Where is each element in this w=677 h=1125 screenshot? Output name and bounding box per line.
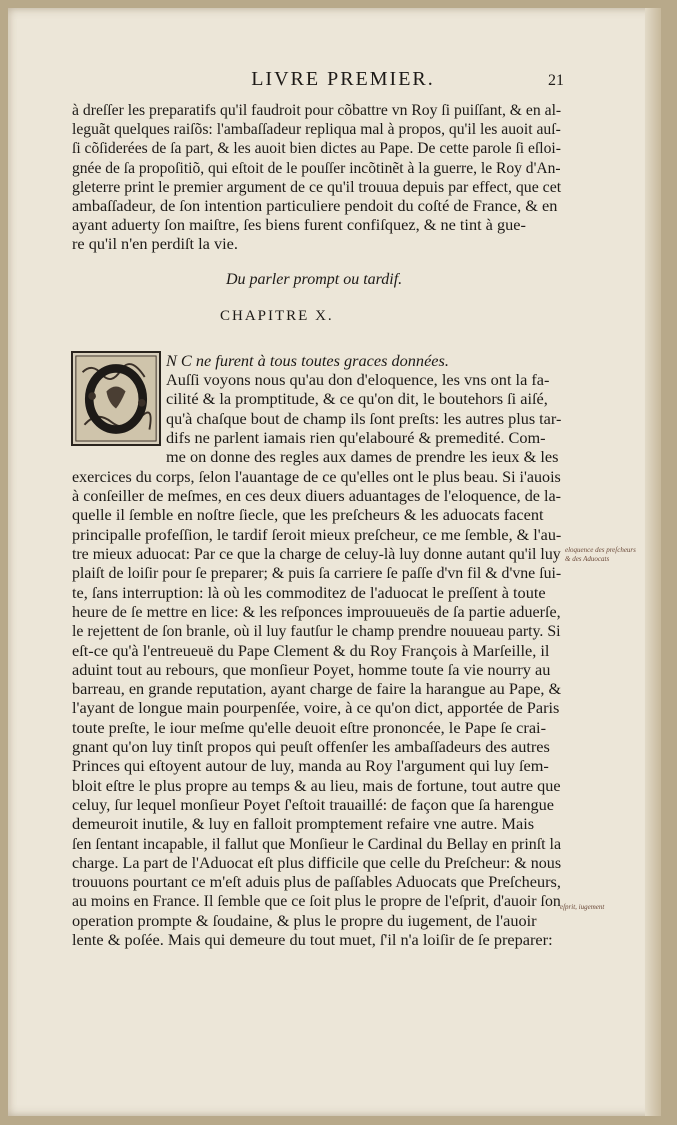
text-line: barreau, en grande reputation, ayant charge de faire la harangue au Pape, & xyxy=(72,679,562,699)
text-line: plaiſt de loiſir pour ſe preparer; & puis ſa carriere ſe paſſe d'vn fil & d'vne ſui- xyxy=(72,563,562,583)
text-line: te, ſans interruption: là où les commoditez de l'aduocat le preſſent à toute xyxy=(72,582,546,602)
text-line: toute preſte, le iour meſme qu'elle deuoit eſtre prononcée, le Pape ſe crai- xyxy=(72,717,546,737)
text-line: principalle profeſſion, le tardif ſeroit mieux preſcheur, ce me ſemble, & l'au- xyxy=(72,524,562,544)
margin-note: & des Aduocats xyxy=(565,555,610,563)
text-line: gnant qu'on luy tinſt propos qui peuſt offenſer les ambaſſadeurs des autres xyxy=(72,737,550,756)
text-line: N C ne furent à tous toutes graces données. xyxy=(166,351,449,370)
text-line: charge. La part de l'Aduocat eſt plus difficile que celle du Preſcheur: & nous xyxy=(72,852,562,872)
chapter-heading: CHAPITRE X. xyxy=(220,308,334,324)
page-edge-shadow xyxy=(645,8,661,1116)
text-line: re qu'il n'en perdiſt la vie. xyxy=(72,234,238,254)
text-line: bloit eſtre le plus propre au temps & au lieu, mais de fortune, tout autre que xyxy=(72,775,561,795)
text-line: demeuroit inutile, & luy en falloit promptement refaire vne autre. Mais xyxy=(72,814,535,834)
text-line: ſi cõſiderées de ſa part, & les auoit bien dictes au Pape. De cette parole ſi eſloi- xyxy=(72,138,561,158)
text-line: l'ayant de longue main pourpenſée, voire, à ce qu'on dict, apportée de Paris xyxy=(72,698,560,718)
text-line: celuy, ſur lequel monſieur Poyet ſ'eſtoit trauaillé: de façon que ſa harengue xyxy=(72,794,554,814)
book-page xyxy=(8,8,661,1116)
text-line: lente & poſée. Mais qui demeure du tout muet, ſ'il n'a loiſir de ſe preparer: xyxy=(72,930,553,949)
section-title: Du parler prompt ou tardif. xyxy=(226,271,403,288)
margin-note: eſprit, iugement xyxy=(560,903,605,911)
ornamental-initial xyxy=(71,351,161,446)
running-title: LIVRE PREMIER. xyxy=(251,68,435,90)
text-line: quelle il ſemble en noſtre ſiecle, que les preſcheurs & les aduocats facent xyxy=(72,505,544,525)
text-line: gnée de ſa propoſitiõ, qui eſtoit de le pouſſer incõtinẽt à la guerre, le Roy d'An- xyxy=(72,157,561,177)
text-line: à conſeiller de meſmes, en ces deux diuers aduantages de l'eloquence, de la- xyxy=(72,486,562,506)
text-line: me on donne des regles aux dames de prendre les ieux & les xyxy=(166,447,559,466)
text-line: aduint tout au rebours, que monſieur Poyet, homme toute ſa vie nourry au xyxy=(72,659,551,679)
text-line: eſt-ce qu'à l'entreueuë du Pape Clement & du Roy François à Marſeille, il xyxy=(72,640,550,660)
text-line: qu'à chaſque bout de champ ils ſont preſts: les autres plus tar- xyxy=(166,408,562,428)
text-line: leguãt quelques raiſõs: l'ambaſſadeur repliqua mal à propos, qu'il les auoit auſ- xyxy=(72,119,561,139)
text-line: heure de ſe mettre en lice: & les reſponces improuueuës de ſa partie aduerſe, xyxy=(72,601,561,621)
ornamental-initial-icon xyxy=(73,353,159,444)
text-line: Princes qui eſtoyent autour de luy, manda au Roy l'argument qui luy ſem- xyxy=(72,756,549,776)
text-line: exercices du corps, ſelon l'auantage de ce qu'elles ont le plus beau. Si i'auois xyxy=(72,466,561,486)
text-line: difs ne parlent iamais rien qu'elabouré & premedité. Com- xyxy=(166,427,546,447)
text-line: au moins en France. Il ſemble que ce ſoit plus le propre de l'eſprit, d'auoir ſon xyxy=(72,891,561,911)
text-line: ambaſſadeur, de ſon intention particuliere pendoit du coſté de France, & en xyxy=(72,196,558,215)
text-line: le rejettent de ſon branle, où il luy fautſur le champ prendre nouueau party. Si xyxy=(72,621,561,641)
text-line: trouuons pourtant ce m'eſt aduis plus de paſſables Aduocats que Preſcheurs, xyxy=(72,872,561,892)
text-line: ayant aduerty ſon maiſtre, ſes biens furent confiſquez, & ne tint à gue- xyxy=(72,215,526,235)
text-line: Auſſi voyons nous qu'au don d'eloquence, les vns ont la fa- xyxy=(166,370,550,390)
page-number: 21 xyxy=(548,72,564,89)
text-line: cilité & la promptitude, & ce qu'on dit, le boutehors ſi aiſé, xyxy=(166,389,548,409)
margin-note: eloquence des preſcheurs xyxy=(565,546,636,554)
text-line: tre mieux aduocat: Par ce que la charge de celuy-là luy donne autant qu'il luy xyxy=(72,544,561,563)
text-line: à dreſſer les preparatifs qu'il faudroit pour cõbattre vn Roy ſi puiſſant, & en al- xyxy=(72,100,562,119)
text-line: operation prompte & ſoudaine, & plus le propre du iugement, de l'auoir xyxy=(72,910,537,930)
text-line: ſen ſentant incapable, il fallut que Monſieur le Cardinal du Bellay en prinſt la xyxy=(72,833,562,853)
text-line: gleterre print le premier argument de ce qu'il trouua depuis par effect, que cet xyxy=(72,176,562,196)
